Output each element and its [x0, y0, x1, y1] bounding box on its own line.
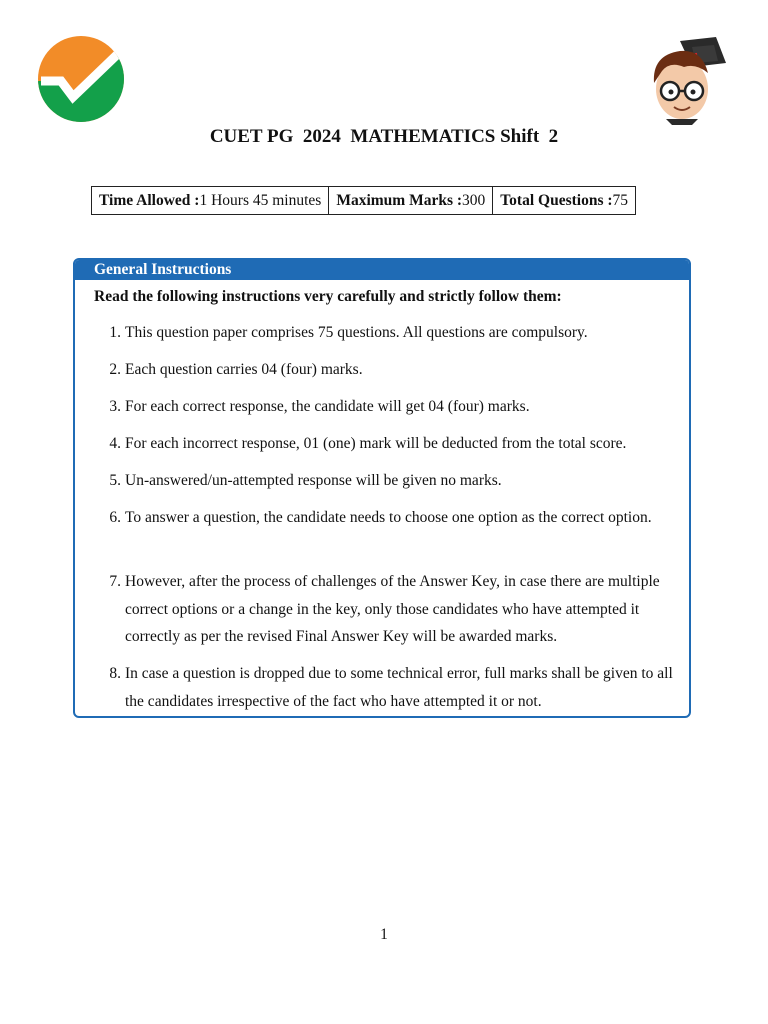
instructions-intro: Read the following instructions very carefully and strictly follow them: — [94, 288, 562, 305]
list-item-text: For each incorrect response, 01 (one) mark will be deducted from the total score. — [125, 435, 627, 452]
total-questions-cell — [493, 187, 636, 215]
list-item-number: 1. — [109, 324, 121, 341]
list-item-number: 2. — [109, 361, 121, 378]
list-item-text: This question paper comprises 75 questions. All questions are compulsory. — [125, 324, 588, 341]
time-allowed-label: Time Allowed : — [99, 191, 200, 209]
list-item-text: Un-answered/un-attempted response will be given no marks. — [125, 472, 502, 489]
list-item-number: 5. — [109, 472, 121, 489]
list-item — [109, 356, 681, 384]
list-item — [109, 660, 681, 715]
list-item-text: Each question carries 04 (four) marks. — [125, 361, 363, 378]
list-item — [109, 568, 681, 651]
list-item — [109, 467, 681, 495]
list-item-number: 8. — [109, 665, 121, 682]
list-item-number: 4. — [109, 435, 121, 452]
maximum-marks-label: Maximum Marks : — [336, 191, 463, 209]
list-item-text: For each correct response, the candidate will get 04 (four) marks. — [125, 398, 530, 415]
list-item-text: In case a question is dropped due to some technical error, full marks shall be given to all the candidates irrespective of the fact who have attempted it or not. — [125, 665, 673, 710]
exam-info-table — [91, 186, 636, 215]
list-item — [109, 319, 681, 347]
list-item-number: 3. — [109, 398, 121, 415]
checkmark-logo-icon — [37, 35, 125, 123]
list-item — [109, 430, 681, 458]
instructions-heading: General Instructions — [75, 260, 689, 280]
page-number: 1 — [380, 926, 388, 943]
maximum-marks-value: 300 — [462, 191, 486, 209]
total-questions-label: Total Questions : — [500, 191, 613, 209]
general-instructions-box — [73, 258, 691, 718]
page-title: CUET PG 2024 MATHEMATICS Shift 2 — [209, 126, 559, 147]
maximum-marks-cell — [329, 187, 493, 215]
list-item-text: However, after the process of challenges of the Answer Key, in case there are multiple correct options or a change in the key, only those candidates who have attempted it correctly as per the revised Final Answer Key will be awarded marks. — [125, 573, 660, 645]
list-item-number: 6. — [109, 509, 121, 526]
total-questions-value: 75 — [612, 191, 629, 209]
graduate-cartoon-icon — [640, 33, 730, 125]
list-item — [109, 393, 681, 421]
time-allowed-value: 1 Hours 45 minutes — [199, 191, 322, 209]
list-item-number: 7. — [109, 573, 121, 590]
time-allowed-cell — [92, 187, 329, 215]
list-item-text: To answer a question, the candidate needs to choose one option as the correct option. — [125, 509, 652, 526]
list-item — [109, 504, 681, 532]
